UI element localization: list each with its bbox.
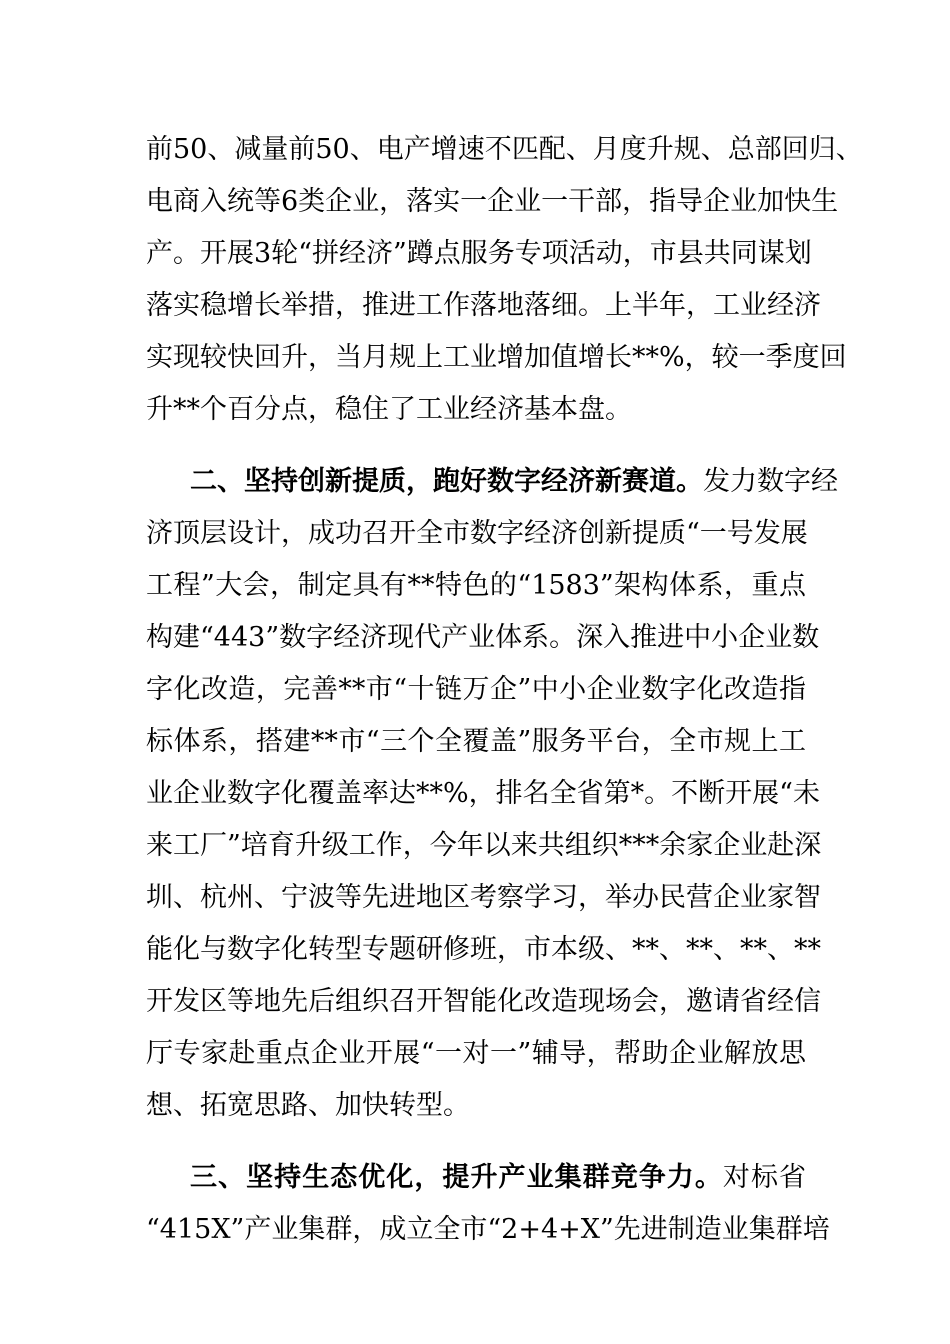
paragraph-3 <box>146 1152 830 1256</box>
text-line: “415X”产业集群，成立全市“2+4+X”先进制造业集群培 <box>146 1214 830 1245</box>
paragraph-2 <box>146 456 838 1132</box>
text-line: 开发区等地先后组织召开智能化改造现场会，邀请省经信 <box>146 986 821 1017</box>
text-line: 厅专家赴重点企业开展“一对一”辅导，帮助企业解放思 <box>146 1038 806 1069</box>
text-line: 来工厂”培育升级工作，今年以来共组织***余家企业赴深 <box>146 830 822 861</box>
text-line <box>146 1152 806 1204</box>
text-line: 业企业数字化覆盖率达**%，排名全省第*。不断开展“未 <box>146 778 820 809</box>
text-line: 产。开展3轮“拼经济”蹲点服务专项活动，市县共同谋划 <box>146 238 812 269</box>
text-line: 构建“443”数字经济现代产业体系。深入推进中小企业数 <box>146 622 820 653</box>
text-line: 济顶层设计，成功召开全市数字经济创新提质“一号发展 <box>146 518 808 549</box>
text-line: 能化与数字化转型专题研修班，市本级、**、**、**、** <box>146 934 821 965</box>
text-line: 升**个百分点，稳住了工业经济基本盘。 <box>146 394 632 425</box>
text-line: 前50、减量前50、电产增速不匹配、月度升规、总部回归、 <box>146 134 863 165</box>
text-line: 实现较快回升，当月规上工业增加值增长**%，较一季度回 <box>146 342 847 373</box>
document-body <box>146 124 863 1256</box>
text-line: 圳、杭州、宁波等先进地区考察学习，举办民营企业家智 <box>146 882 821 913</box>
text-run: 对标省 <box>722 1162 807 1193</box>
section-heading: 二、坚持创新提质，跑好数字经济新赛道。 <box>190 466 703 497</box>
text-line: 工程”大会，制定具有**特色的“1583”架构体系，重点 <box>146 570 806 601</box>
text-line: 字化改造，完善**市“十链万企”中小企业数字化改造指 <box>146 674 806 705</box>
text-line: 落实稳增长举措，推进工作落地落细。上半年，工业经济 <box>146 290 821 321</box>
text-run: 发力数字经 <box>703 466 838 497</box>
text-line: 电商入统等6类企业，落实一企业一干部，指导企业加快生 <box>146 186 839 217</box>
section-heading: 三、坚持生态优化，提升产业集群竞争力。 <box>190 1162 723 1193</box>
text-line <box>146 456 838 508</box>
paragraph-1 <box>146 124 863 436</box>
text-line: 标体系，搭建**市“三个全覆盖”服务平台，全市规上工 <box>146 726 806 757</box>
text-line: 想、拓宽思路、加快转型。 <box>146 1090 470 1121</box>
